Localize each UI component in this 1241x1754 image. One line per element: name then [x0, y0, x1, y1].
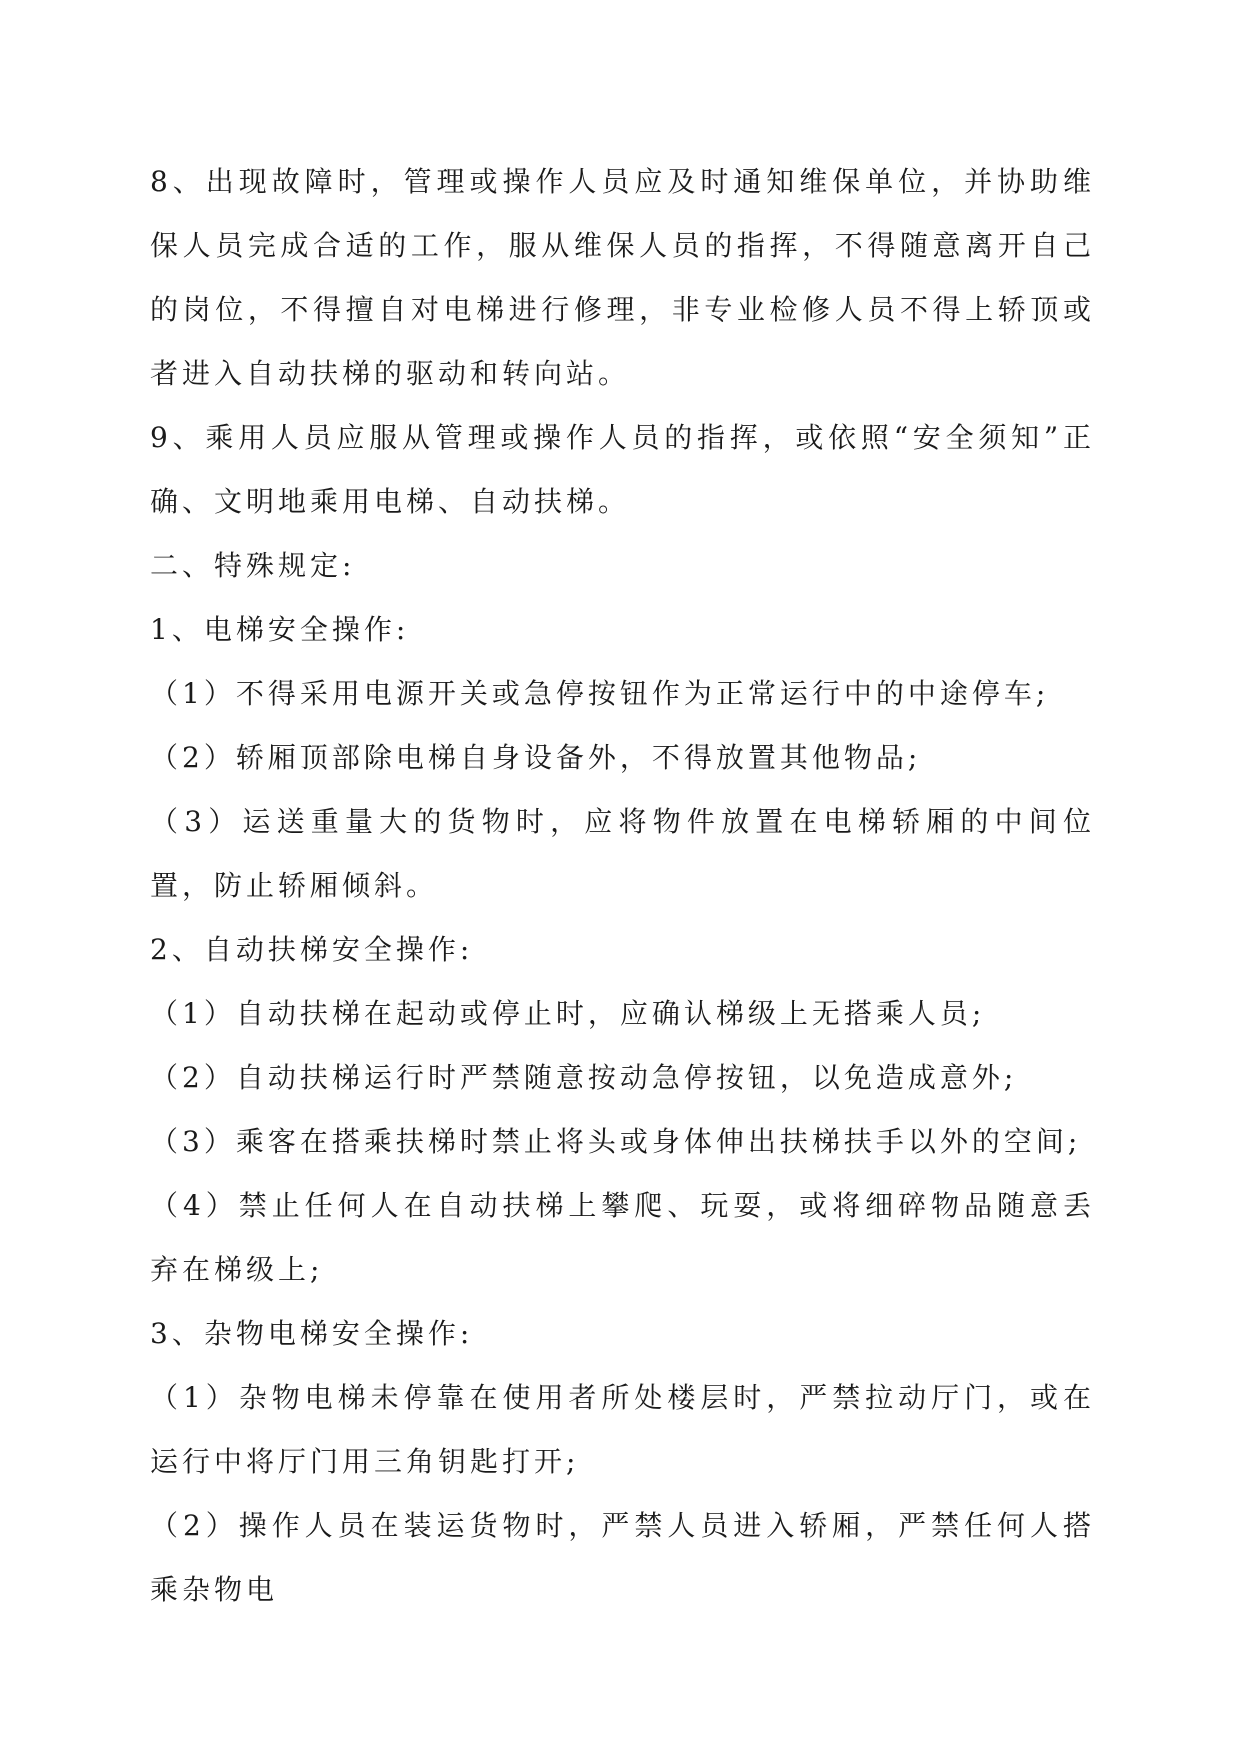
subsection-heading-dumbwaiter-operation: 3、杂物电梯安全操作:: [150, 1317, 474, 1350]
list-item-elevator-1: （1）不得采用电源开关或急停按钮作为正常运行中的中途停车;: [150, 677, 1050, 710]
list-item-escalator-2: （2）自动扶梯运行时严禁随意按动急停按钮，以免造成意外;: [150, 1061, 1018, 1094]
subsection-heading-escalator-operation: 2、自动扶梯安全操作:: [150, 933, 474, 966]
list-item-elevator-3: （3）运送重量大的货物时，应将物件放置在电梯轿厢的中间位置，防止轿厢倾斜。: [150, 805, 1095, 902]
document-page: [150, 150, 1095, 1622]
list-item-elevator-2: （2）轿厢顶部除电梯自身设备外，不得放置其他物品;: [150, 741, 922, 774]
paragraph-item-9-passenger-conduct: 9、乘用人员应服从管理或操作人员的指挥，或依照“安全须知”正确、文明地乘用电梯、自动扶梯。: [150, 421, 1095, 518]
list-item-dumbwaiter-1: （1）杂物电梯未停靠在使用者所处楼层时，严禁拉动厅门，或在运行中将厅门用三角钥匙打开;: [150, 1381, 1095, 1478]
subsection-heading-elevator-operation: 1、电梯安全操作:: [150, 613, 410, 646]
list-item-escalator-4: （4）禁止任何人在自动扶梯上攀爬、玩耍，或将细碎物品随意丢弃在梯级上;: [150, 1189, 1095, 1286]
list-item-escalator-1: （1）自动扶梯在起动或停止时，应确认梯级上无搭乘人员;: [150, 997, 986, 1030]
section-heading-special-rules: 二、特殊规定:: [150, 549, 356, 582]
list-item-escalator-3: （3）乘客在搭乘扶梯时禁止将头或身体伸出扶梯扶手以外的空间;: [150, 1125, 1082, 1158]
paragraph-item-8-fault-handling: 8、出现故障时，管理或操作人员应及时通知维保单位，并协助维保人员完成合适的工作，服从维保人员的指挥，不得随意离开自己的岗位，不得擅自对电梯进行修理，非专业检修人员不得上轿顶或者进入自动扶梯的驱动和转向站。: [150, 165, 1095, 390]
list-item-dumbwaiter-2: （2）操作人员在装运货物时，严禁人员进入轿厢，严禁任何人搭乘杂物电: [150, 1509, 1095, 1606]
